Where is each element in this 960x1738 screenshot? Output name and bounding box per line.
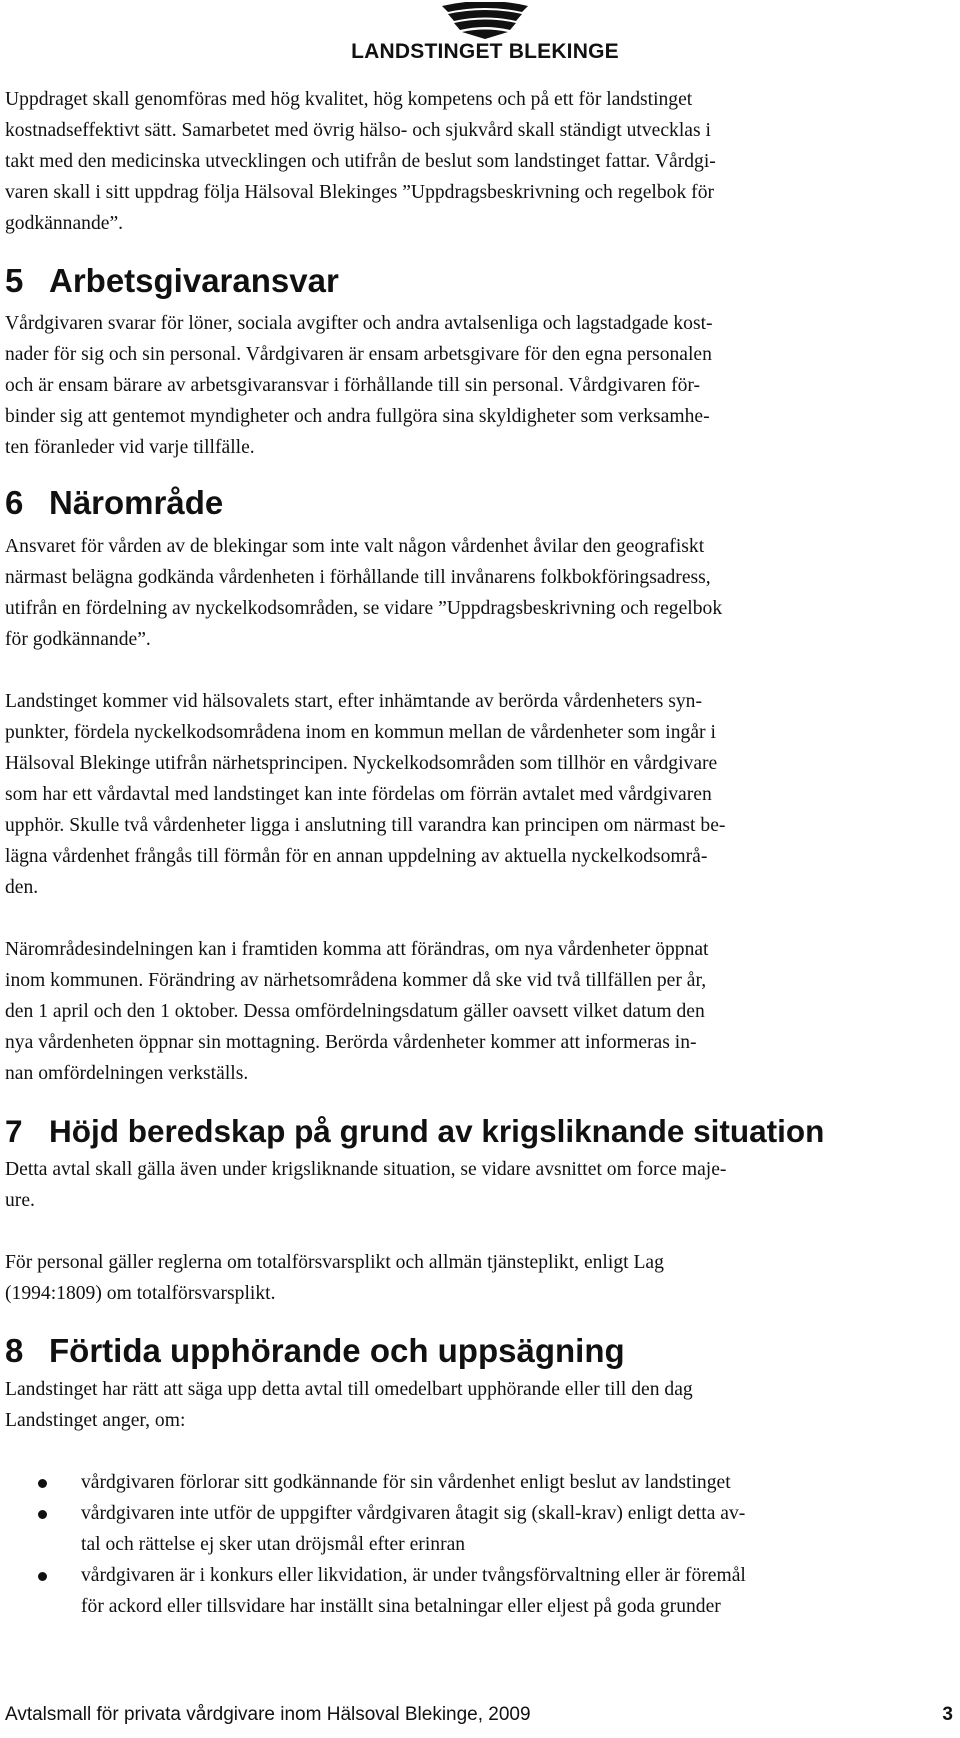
section-7-paragraph-2: För personal gäller reglerna om totalförsvarsplikt och allmän tjänsteplikt, enligt Lag (1994:1809) om totalförsvarsplikt. [5,1252,664,1304]
section-6-paragraph-3: Närområdesindelningen kan i framtiden komma att förändras, om nya vårdenheter öppnat inom kommunen. Förändring av närhetsområdena kommer då ske vid två tillfällen per år, den 1 april och den 1 oktober. Dessa omfördelningsdatum gäller oavsett vilket datum den nya vårdenheten öppnar sin mottagning. Berörda vårdenheter kommer att informeras in- nan omfördelningen verkställs. [5,939,709,1084]
page-number: 3 [942,1704,953,1725]
section-7-paragraph-1: Detta avtal skall gälla även under krigsliknande situation, se vidare avsnittet om force maje- ure. [5,1159,727,1211]
list-item: vårdgivaren är i konkurs eller likvidation, är under tvångsförvaltning eller är föremål för ackord eller tillsvidare har inställt sina betalningar eller eljest på goda grunder [5,1560,955,1622]
section-number: 8 [5,1332,24,1369]
section-6-paragraph-1: Ansvaret för vården av de blekingar som inte valt någon vårdenhet åvilar den geografiskt närmast belägna godkända vårdenheten i förhållande till invånarens folkbokföringsadress, utifrån en fördelning av nyckelkodsområden, se vidare ”Uppdragsbeskrivning och regelbok för godkännande”. [5,536,723,650]
list-item: vårdgivaren inte utför de uppgifter vårdgivaren åtagit sig (skall-krav) enligt detta av- tal och rättelse ej sker utan dröjsmål efter erinran [5,1498,955,1560]
logo-text: LANDSTINGET BLEKINGE [351,40,619,63]
section-title: Förtida upphörande och uppsägning [49,1332,625,1369]
crown-logo-icon [438,2,532,40]
section-5-paragraph: Vårdgivaren svarar för löner, sociala avgifter och andra avtalsenliga och lagstadgade kost- nader för sig och sin personal. Vårdgivaren är ensam arbetsgivare för den egna personalen och är ensam bärare av arbetsgivaransvar i förhållande till sin personal. Vårdgivaren för- binder sig att gentemot myndigheter och andra fullgöra sina skyldigheter som verksamhe- ten föranleder vid varje tillfälle. [5,313,713,458]
section-number: 5 [5,262,24,299]
section-6-heading [5,483,955,523]
section-7-heading [5,1111,955,1151]
section-title: Närområde [49,484,224,521]
termination-conditions-list [5,1467,955,1622]
section-number: 7 [5,1113,23,1149]
section-number: 6 [5,484,24,521]
bullet-icon [38,1510,47,1519]
section-6-paragraph-2: Landstinget kommer vid hälsovalets start, efter inhämtande av berörda vårdenheters syn- punkter, fördela nyckelkodsområdena inom en kommun mellan de vårdenheter som ingår i Hälsoval Blekinge utifrån närhetsprincipen. Nyckelkodsområden som tillhör en vårdgivare som har ett vårdavtal med landstinget kan inte fördelas om förrän avtalet med vårdgivaren upphör. Skulle två vårdenheter ligga i anslutning till varandra kan principen om närmast be- lägna vårdenhet frångås till förmån för en annan uppdelning av aktuella nyckelkodsområ- den. [5,691,726,898]
bullet-icon [38,1572,47,1581]
footer-title: Avtalsmall för privata vårdgivare inom Hälsoval Blekinge, 2009 [5,1704,531,1725]
section-8-heading [5,1331,955,1371]
section-title: Höjd beredskap på grund av krigsliknande situation [49,1113,825,1149]
page-footer [5,1700,955,1730]
bullet-icon [38,1479,47,1488]
document-body [5,84,955,1622]
section-5-heading [5,261,955,301]
section-8-paragraph: Landstinget har rätt att säga upp detta avtal till omedelbart upphörande eller till den dag Landstinget anger, om: [5,1379,693,1431]
list-item: vårdgivaren förlorar sitt godkännande för sin vårdenhet enligt beslut av landstinget [5,1467,955,1498]
landstinget-blekinge-logo [350,0,620,68]
section-title: Arbetsgivaransvar [49,262,339,299]
intro-paragraph: Uppdraget skall genomföras med hög kvalitet, hög kompetens och på ett för landstinget kostnadseffektivt sätt. Samarbetet med övrig hälso- och sjukvård skall ständigt utvecklas i takt med den medicinska utvecklingen och utifrån de beslut som landstinget fattar. Vårdgi- varen skall i sitt uppdrag följa Hälsoval Blekinges ”Uppdragsbeskrivning och regelbok för godkännande”. [5,89,716,234]
